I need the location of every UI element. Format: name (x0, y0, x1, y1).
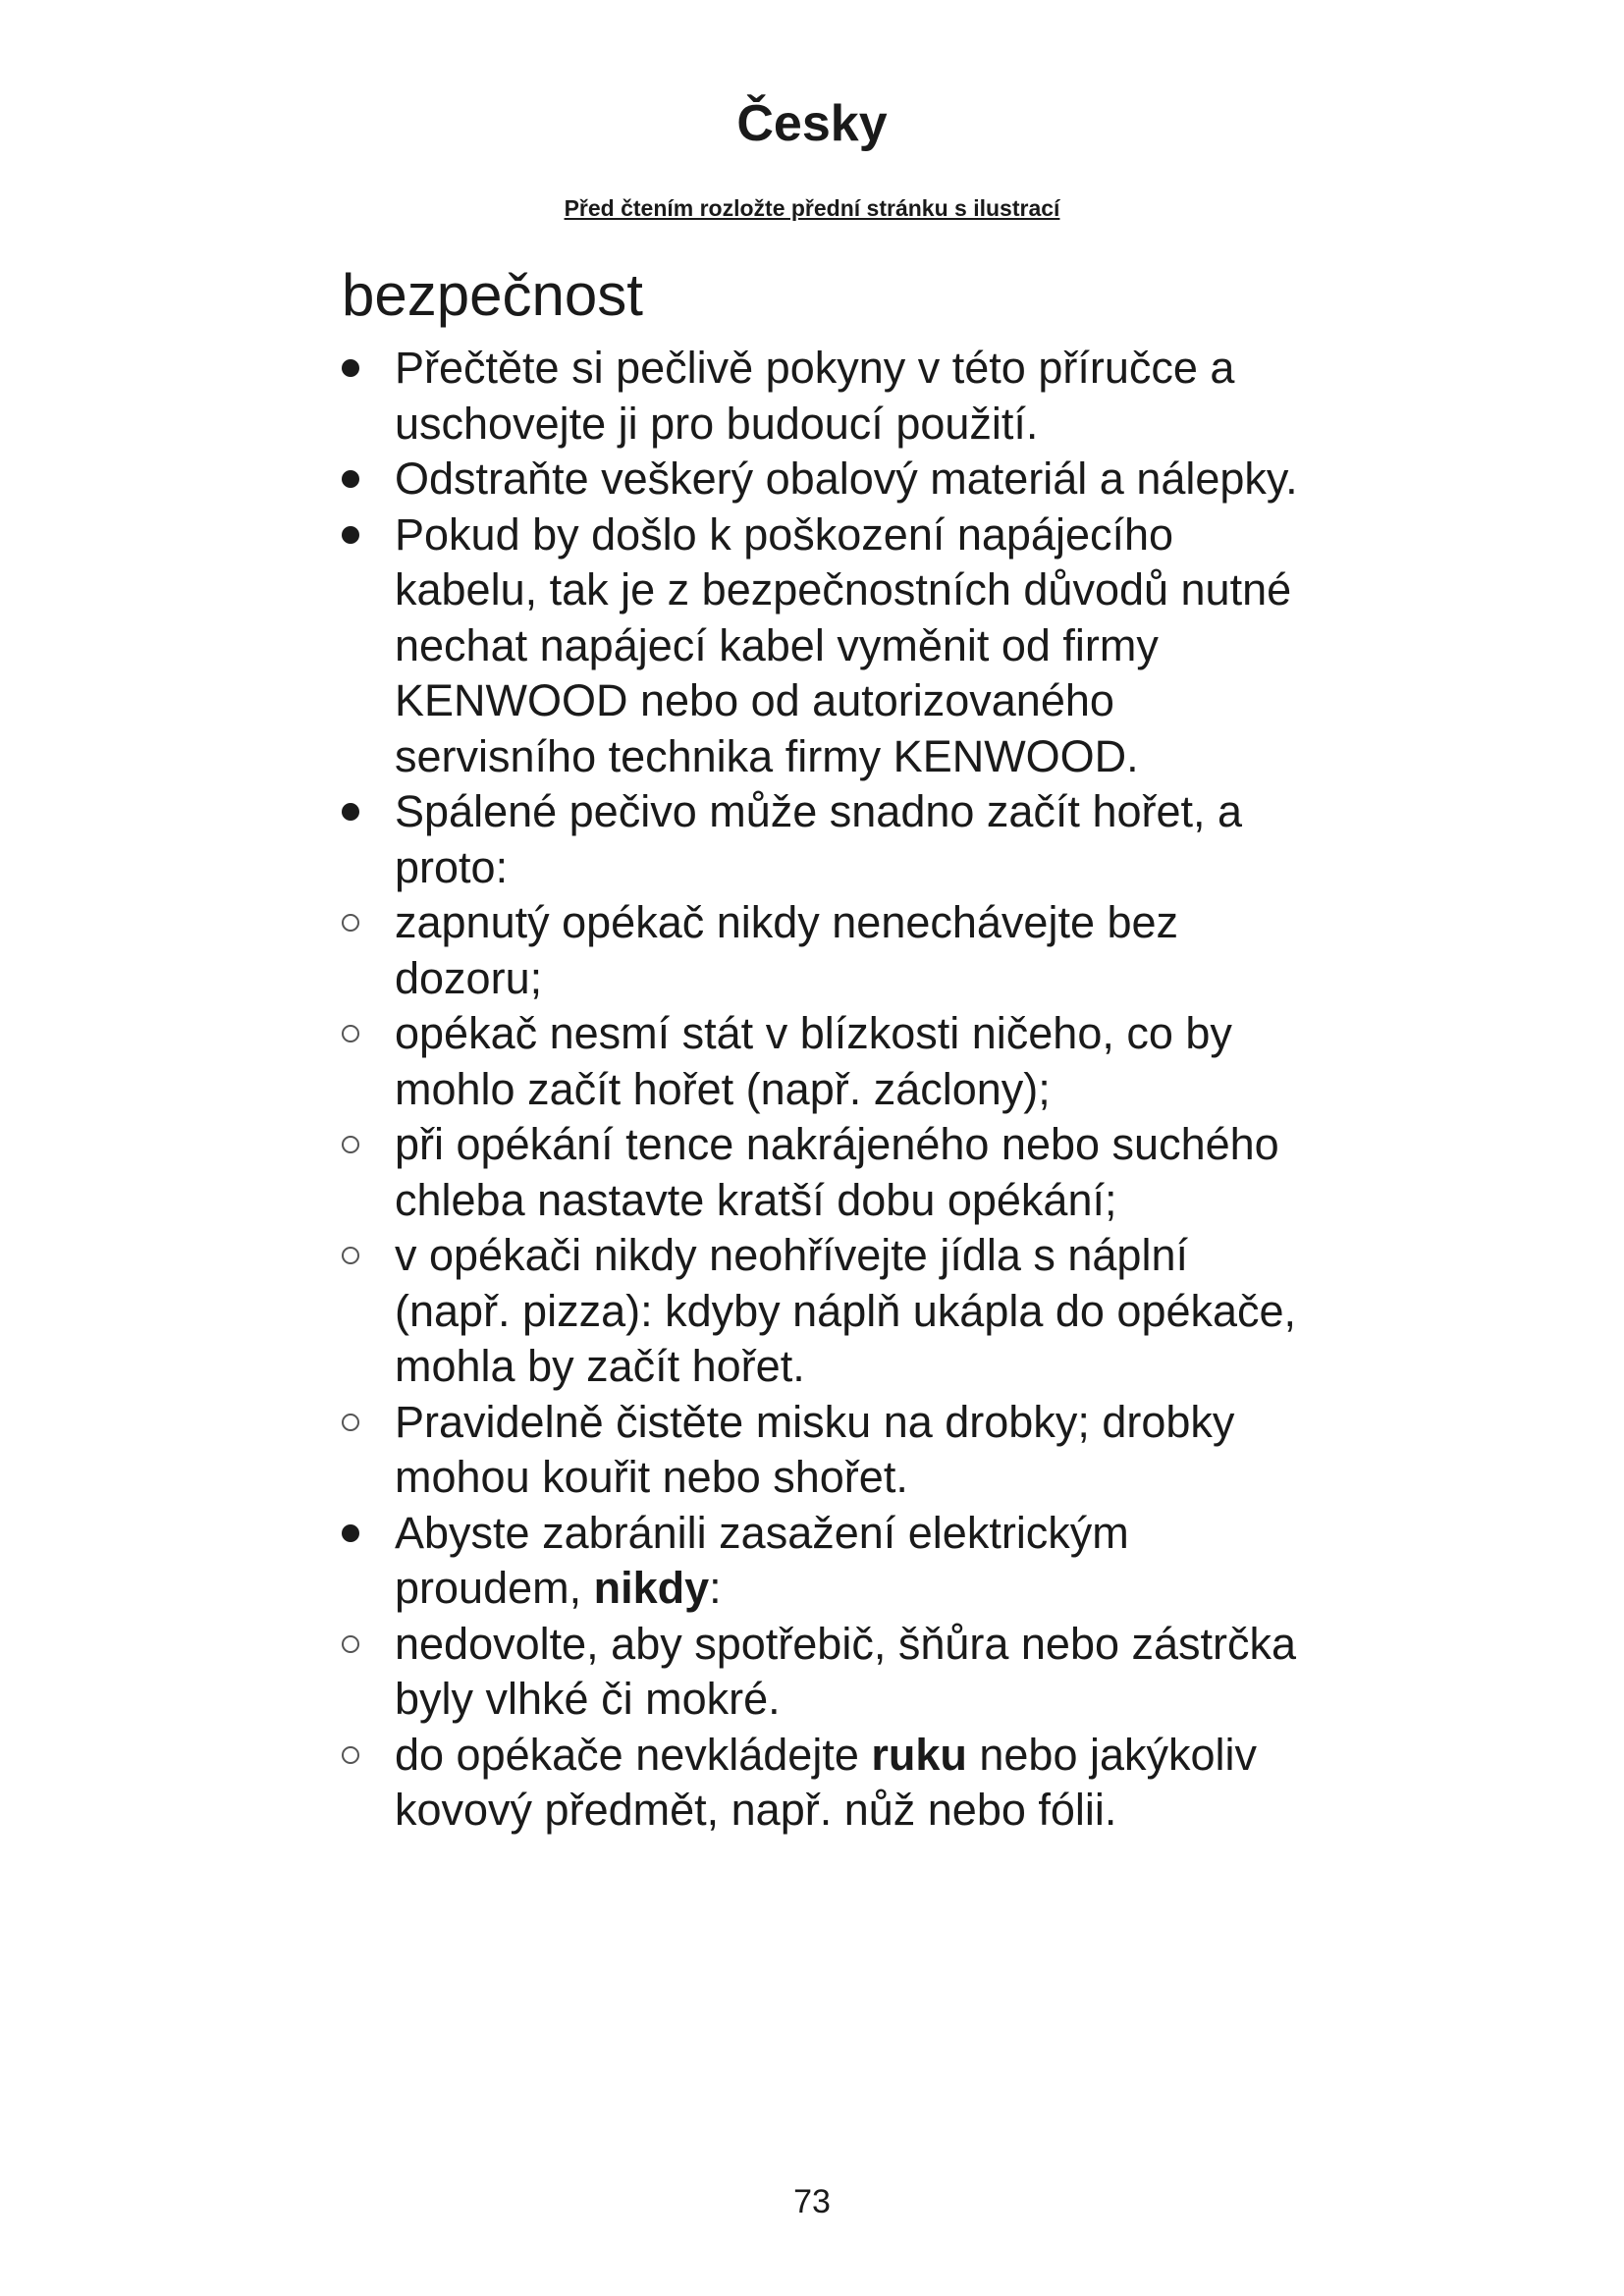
list-item-text: při opékání tence nakrájeného nebo suchého chleba nastavte kratší dobu opékání; (395, 1119, 1279, 1225)
list-item-text: Přečtěte si pečlivě pokyny v této příručce a uschovejte ji pro budoucí použití. (395, 343, 1235, 449)
list-item-text: opékač nesmí stát v blízkosti ničeho, co by mohlo začít hořet (např. záclony); (395, 1008, 1232, 1114)
filled-bullet-icon (342, 526, 359, 544)
list-item-text: Pravidelně čistěte misku na drobky; drobky mohou kouřit nebo shořet. (395, 1396, 1235, 1502)
list-item (334, 341, 1316, 452)
list-item-text: Abyste zabránili zasažení elektrickým proudem, nikdy: (395, 1507, 1129, 1613)
list-item (334, 1728, 1316, 1839)
filled-bullet-icon (342, 359, 359, 377)
list-item (334, 1228, 1316, 1395)
filled-bullet-icon (342, 470, 359, 488)
list-item-text: Spálené pečivo může snadno začít hořet, a proto: (395, 786, 1243, 892)
list-item (334, 1395, 1316, 1506)
folding-instruction: Před čtením rozložte přední stránku s ilustrací (564, 195, 1060, 221)
list-item-text: zapnutý opékač nikdy nenechávejte bez dozoru; (395, 897, 1179, 1003)
page-number: 73 (793, 2183, 831, 2220)
list-item-text: nedovolte, aby spotřebič, šňůra nebo zástrčka byly vlhké či mokré. (395, 1618, 1297, 1724)
list-item (334, 1617, 1316, 1728)
list-item-text: Pokud by došlo k poškození napájecího kabelu, tak je z bezpečnostních důvodů nutné nechat napájecí kabel vyměnit od firmy KENWOOD nebo od autorizovaného servisního technika firmy KENWOOD. (395, 508, 1292, 781)
hollow-bullet-icon (342, 1247, 359, 1264)
list-item-text: Odstraňte veškerý obalový materiál a nálepky. (395, 454, 1298, 504)
list-item (334, 1006, 1316, 1117)
list-item (334, 1117, 1316, 1228)
list-item (334, 895, 1316, 1006)
safety-list (334, 341, 1316, 1839)
emphasis-text: nikdy (593, 1563, 710, 1613)
list-item-text: do opékače nevkládejte ruku nebo jakýkoliv kovový předmět, např. nůž nebo fólii. (395, 1729, 1258, 1835)
filled-bullet-icon (342, 1524, 359, 1542)
section-heading: bezpečnost (342, 262, 643, 328)
list-item-text: v opékači nikdy neohřívejte jídla s náplní (např. pizza): kdyby náplň ukápla do opékače, mohla by začít hořet. (395, 1230, 1297, 1391)
hollow-bullet-icon (342, 1746, 359, 1764)
list-item (334, 784, 1316, 895)
list-item (334, 1506, 1316, 1617)
page-title: Česky (736, 95, 888, 152)
list-item (334, 452, 1316, 507)
hollow-bullet-icon (342, 1635, 359, 1653)
hollow-bullet-icon (342, 1414, 359, 1431)
hollow-bullet-icon (342, 1025, 359, 1042)
emphasis-text: ruku (871, 1729, 967, 1780)
filled-bullet-icon (342, 803, 359, 821)
hollow-bullet-icon (342, 914, 359, 932)
list-item (334, 507, 1316, 785)
hollow-bullet-icon (342, 1136, 359, 1153)
